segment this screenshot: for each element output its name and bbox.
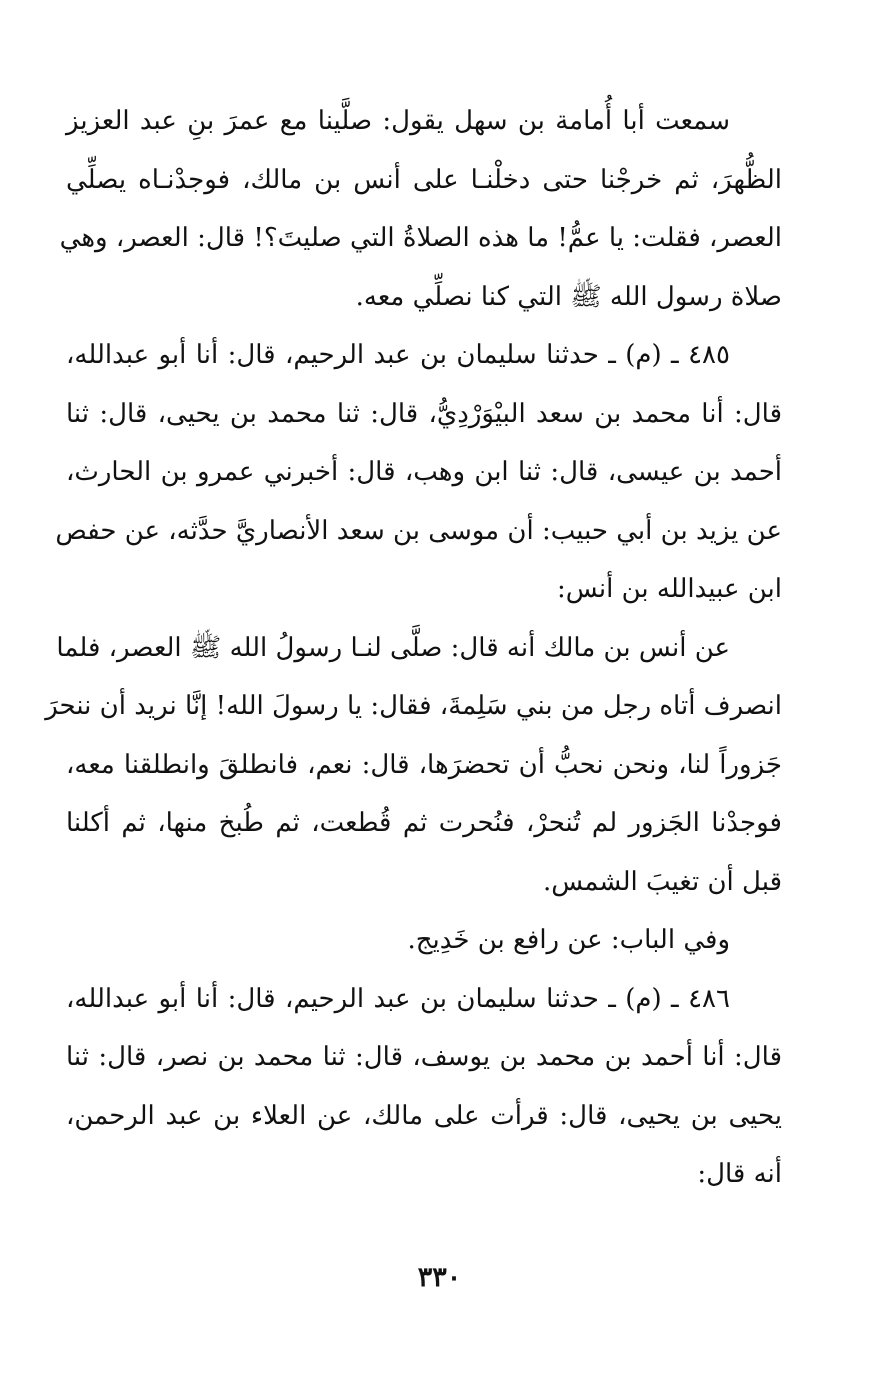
text-line: فوجدْنا الجَزور لم تُنحرْ، فنُحرت ثم قُطعت، ثم طُبخ منها، ثم أكلنا [66,808,782,838]
text-line: أحمد بن عيسى، قال: ثنا ابن وهب، قال: أخبرني عمرو بن الحارث، [66,457,782,487]
text-line: ٤٨٦ ـ (م) ـ حدثنا سليمان بن عبد الرحيم، قال: أنا أبو عبدالله، [66,983,730,1014]
text-line: أنه قال: [697,1159,782,1189]
text-line: جَزوراً لنا، ونحن نحبُّ أن تحضرَها، قال: نعم، فانطلقَ وانطلقنا معه، [66,749,782,780]
text-line: قال: أنا أحمد بن محمد بن يوسف، قال: ثنا محمد بن نصر، قال: ثنا [66,1042,782,1072]
text-line: يحيى بن يحيى، قال: قرأت على مالك، عن العلاء بن عبد الرحمن، [66,1100,782,1131]
paragraph-hadith-intro [59,92,782,326]
page-number: ٣٣٠ [417,1262,462,1293]
text-line: عن يزيد بن أبي حبيب: أن موسى بن سعد الأنصاريَّ حدَّثه، عن حفص [55,515,782,546]
text-line: صلاة رسول الله ﷺ التي كنا نصلِّي معه. [355,281,782,312]
text-line: انصرف أتاه رجل من بني سَلِمةَ، فقال: يا رسولَ الله! إنَّا نريد أن ننحرَ [45,691,782,721]
text-line: ٤٨٥ ـ (م) ـ حدثنا سليمان بن عبد الرحيم، قال: أنا أبو عبدالله، [66,340,730,370]
text-line: قال: أنا محمد بن سعد البيْوَرْدِيُّ، قال: ثنا محمد بن يحيى، قال: ثنا [66,398,782,429]
paragraph-hadith-485-matn [45,619,782,912]
text-line: الظُّهرَ، ثم خرجْنا حتى دخلْنـا على أنس بن مالك، فوجدْنـاه يصلِّي [66,164,782,195]
text-line: سمعت أبا أُمامة بن سهل يقول: صلَّينا مع عمرَ بنِ عبد العزيز [66,106,730,136]
paragraph-fil-bab [66,911,782,970]
text-line: قبل أن تغيبَ الشمس. [542,866,782,897]
paragraph-hadith-486-isnad [66,970,782,1204]
text-line: وفي الباب: عن رافع بن خَدِيج. [407,925,730,955]
page-body [45,92,782,1204]
text-line: ابن عبيدالله بن أنس: [557,574,782,604]
text-line: العصر، فقلت: يا عمُّ! ما هذه الصلاةُ التي صليتَ؟! قال: العصر، وهي [59,223,782,253]
paragraph-hadith-485-isnad [55,326,782,619]
text-line: عن أنس بن مالك أنه قال: صلَّى لنـا رسولُ الله ﷺ العصر، فلما [56,632,730,663]
